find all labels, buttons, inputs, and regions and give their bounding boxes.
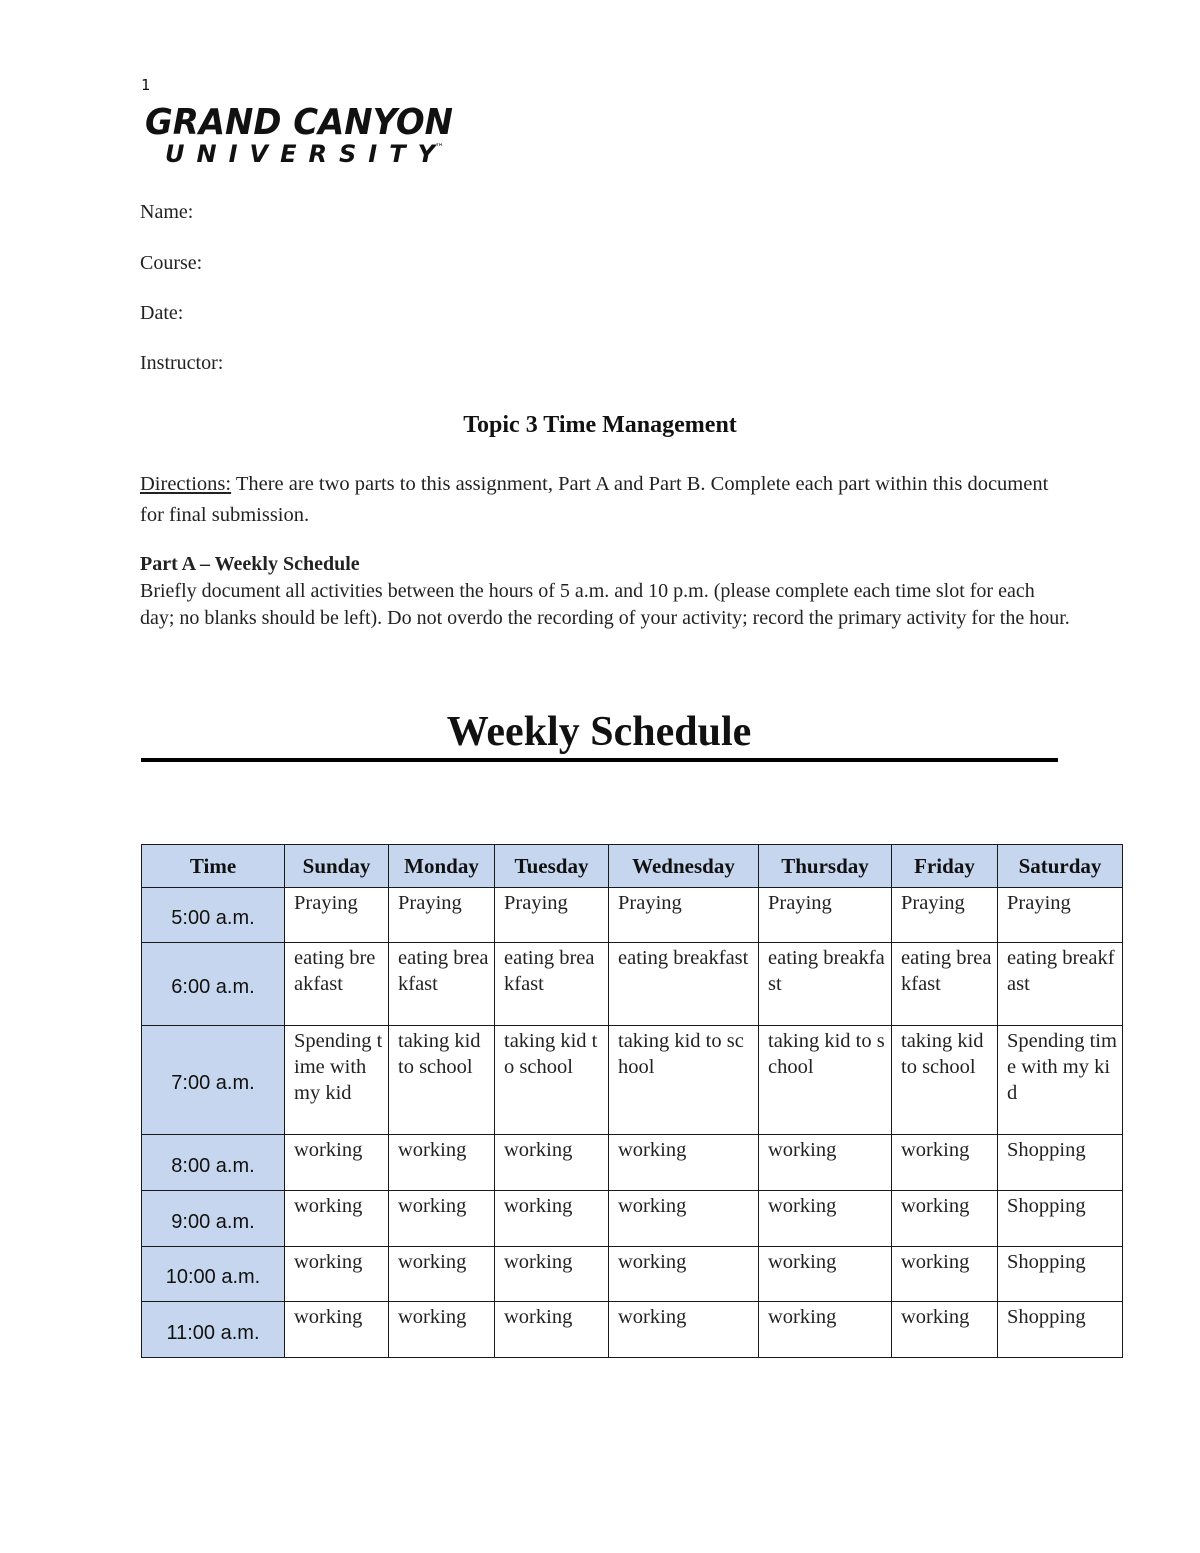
activity-cell: taking kid to school [609,1026,759,1135]
header-cell: Wednesday [609,845,759,888]
header-cell: Time [142,845,285,888]
activity-cell: working [495,1191,609,1247]
activity-cell: working [285,1302,389,1358]
activity-cell: Praying [998,888,1123,943]
title-underline [141,758,1058,762]
activity-cell: eating breakfast [389,943,495,1026]
activity-cell: eating breakfast [285,943,389,1026]
activity-cell: working [389,1191,495,1247]
activity-cell: working [892,1247,998,1302]
activity-cell: eating breakfast [892,943,998,1026]
activity-cell: Praying [892,888,998,943]
header-cell: Monday [389,845,495,888]
table-row [142,943,1123,1026]
table-row [142,1302,1123,1358]
activity-cell: working [609,1191,759,1247]
activity-cell: working [285,1135,389,1191]
table-row [142,1026,1123,1135]
activity-cell: taking kid to school [389,1026,495,1135]
table-row [142,1191,1123,1247]
header-cell: Tuesday [495,845,609,888]
logo-line1: GRAND CANYON [145,102,453,143]
activity-cell: working [892,1135,998,1191]
activity-cell: working [495,1302,609,1358]
activity-cell: eating breakfast [609,943,759,1026]
activity-cell: working [759,1302,892,1358]
activity-cell: Praying [285,888,389,943]
activity-cell: working [389,1302,495,1358]
activity-cell: working [389,1247,495,1302]
activity-cell: Praying [609,888,759,943]
activity-cell: working [389,1135,495,1191]
activity-cell: taking kid to school [495,1026,609,1135]
activity-cell: working [609,1302,759,1358]
header-cell: Sunday [285,845,389,888]
time-cell: 11:00 a.m. [142,1302,285,1358]
activity-cell: Spending time with my kid [285,1026,389,1135]
document-title: Topic 3 Time Management [463,412,737,438]
table-row [142,1247,1123,1302]
time-cell: 6:00 a.m. [142,943,285,1026]
activity-cell: eating breakfast [495,943,609,1026]
time-cell: 9:00 a.m. [142,1191,285,1247]
time-cell: 10:00 a.m. [142,1247,285,1302]
logo-line2: UNIVERSITY [165,140,435,168]
header-cell: Friday [892,845,998,888]
activity-cell: working [285,1247,389,1302]
directions-label: Directions: [140,473,232,495]
part-a-text: Briefly document all activities between the hours of 5 a.m. and 10 p.m. (please complete each time slot for each day; no blanks should be left). Do not overdo the recording of your activity; record the primary activity for the hour. [140,580,1070,629]
activity-cell: Praying [389,888,495,943]
activity-cell: Shopping [998,1247,1123,1302]
table-row [142,888,1123,943]
schedule-title: Weekly Schedule [446,709,752,755]
activity-cell: Spending time with my kid [998,1026,1123,1135]
date-field-label: Date: [140,302,184,324]
activity-cell: Shopping [998,1135,1123,1191]
header-cell: Thursday [759,845,892,888]
activity-cell: eating breakfast [759,943,892,1026]
activity-cell: working [495,1135,609,1191]
activity-cell: Praying [759,888,892,943]
part-a-section [140,551,1070,632]
activity-cell: working [609,1135,759,1191]
course-field-label: Course: [140,252,203,274]
header-row [142,845,1123,888]
activity-cell: working [892,1302,998,1358]
activity-cell: Praying [495,888,609,943]
part-a-heading: Part A – Weekly Schedule [140,553,360,575]
instructor-field-label: Instructor: [140,352,224,374]
activity-cell: working [285,1191,389,1247]
activity-cell: working [609,1247,759,1302]
page-number: 1 [141,76,151,94]
activity-cell: working [759,1135,892,1191]
time-cell: 8:00 a.m. [142,1135,285,1191]
activity-cell: Shopping [998,1302,1123,1358]
time-cell: 7:00 a.m. [142,1026,285,1135]
activity-cell: working [759,1247,892,1302]
activity-cell: Shopping [998,1191,1123,1247]
activity-cell: taking kid to school [892,1026,998,1135]
name-field-label: Name: [140,201,194,223]
weekly-schedule-table [141,844,1123,1358]
activity-cell: eating breakfast [998,943,1123,1026]
directions-text: There are two parts to this assignment, Part A and Part B. Complete each part within this document for final submission. [140,473,1049,526]
table-row [142,1135,1123,1191]
activity-cell: working [759,1191,892,1247]
header-cell: Saturday [998,845,1123,888]
activity-cell: working [892,1191,998,1247]
directions-paragraph [140,469,1070,531]
logo-trademark: ™ [435,143,444,153]
university-logo [143,98,463,168]
activity-cell: working [495,1247,609,1302]
time-cell: 5:00 a.m. [142,888,285,943]
activity-cell: taking kid to school [759,1026,892,1135]
